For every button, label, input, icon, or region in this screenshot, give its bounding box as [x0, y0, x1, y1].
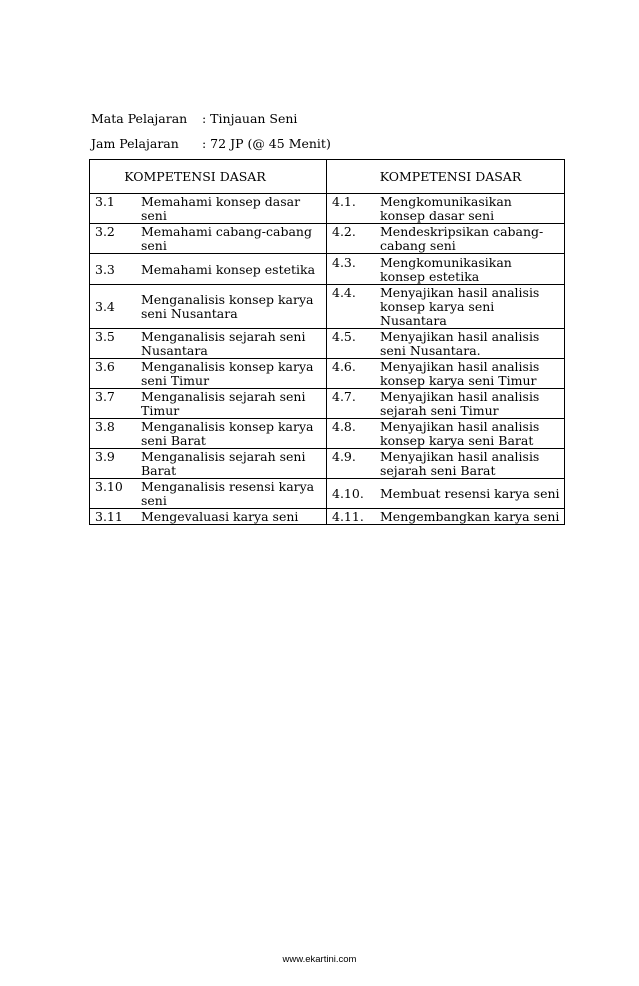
kd3-number: 3.8 [95, 419, 115, 434]
kd4-text: Mengkomunikasikan konsep estetika [380, 254, 512, 284]
kd3-cell [90, 509, 327, 525]
hours-value: : 72 JP (@ 45 Menit) [202, 136, 331, 151]
kd3-number: 3.2 [95, 224, 115, 239]
footer-url: www.ekartini.com [282, 954, 357, 965]
kd4-number: 4.2. [332, 224, 356, 239]
kd3-text: Mengevaluasi karya seni [141, 509, 299, 524]
kd4-cell [327, 285, 565, 329]
kd3-cell [90, 254, 327, 285]
kd3-number: 3.6 [95, 359, 115, 374]
kd4-cell [327, 479, 565, 509]
kd4-text: Membuat resensi karya seni [380, 486, 560, 501]
kd3-text: Menganalisis konsep karya seni Nusantara [141, 292, 314, 321]
table-row [90, 389, 565, 419]
kd4-number: 4.10. [332, 486, 364, 501]
table-header-row [90, 160, 565, 194]
kd4-text: Mengkomunikasikan konsep dasar seni [380, 194, 512, 223]
kd3-cell [90, 194, 327, 224]
kd3-cell [90, 419, 327, 449]
kd3-text: Memahami cabang-cabang seni [141, 224, 312, 253]
kd3-number: 3.9 [95, 449, 115, 464]
kd4-text: Menyajikan hasil analisis konsep karya seni Timur [380, 359, 540, 388]
subject-value: : Tinjauan Seni [202, 111, 298, 126]
kd4-number: 4.6. [332, 359, 356, 374]
kd3-cell [90, 479, 327, 509]
competency-table [89, 159, 565, 525]
kd4-number: 4.11. [332, 509, 364, 524]
kd3-cell [90, 389, 327, 419]
kd3-cell [90, 359, 327, 389]
kd4-cell [327, 194, 565, 224]
kd3-cell [90, 449, 327, 479]
kd3-cell [90, 285, 327, 329]
kd3-text: Menganalisis konsep karya seni Timur [141, 359, 314, 388]
kd3-cell [90, 224, 327, 254]
table-row [90, 285, 565, 329]
table-row [90, 359, 565, 389]
kd3-number: 3.4 [95, 299, 115, 314]
kd4-number: 4.1. [332, 194, 356, 209]
table-row [90, 194, 565, 224]
kd4-number: 4.8. [332, 419, 356, 434]
kd3-number: 3.11 [95, 509, 123, 524]
table-row [90, 449, 565, 479]
kd3-text: Menganalisis resensi karya seni [141, 479, 315, 508]
header-right: KOMPETENSI DASAR [327, 160, 565, 194]
kd4-cell [327, 389, 565, 419]
kd3-text: Menganalisis sejarah seni Nusantara [141, 329, 306, 358]
kd3-number: 3.5 [95, 329, 115, 344]
kd3-number: 3.10 [95, 479, 123, 494]
kd4-cell [327, 224, 565, 254]
kd4-text: Menyajikan hasil analisis sejarah seni Barat [380, 449, 540, 478]
kd3-text: Memahami konsep dasar seni [141, 194, 301, 223]
kd4-number: 4.7. [332, 389, 356, 404]
table-row [90, 329, 565, 359]
kd3-number: 3.7 [95, 389, 115, 404]
kd4-text: Mendeskripsikan cabang-cabang seni [380, 224, 544, 253]
table-row [90, 254, 565, 285]
kd4-text: Mengembangkan karya seni [380, 509, 560, 524]
kd4-text: Menyajikan hasil analisis seni Nusantara. [380, 329, 540, 358]
kd4-cell [327, 329, 565, 359]
hours-label: Jam Pelajaran [91, 136, 179, 151]
kd4-number: 4.5. [332, 329, 356, 344]
hours-line [91, 136, 331, 151]
kd4-text: Menyajikan hasil analisis konsep karya seni Nusantara [380, 285, 540, 328]
kd4-number: 4.4. [332, 285, 356, 300]
kd4-cell [327, 509, 565, 525]
kd3-cell [90, 329, 327, 359]
kd3-text: Menganalisis sejarah seni Barat [141, 449, 306, 478]
table-row [90, 509, 565, 525]
kd4-cell [327, 359, 565, 389]
kd3-text: Menganalisis sejarah seni Timur [141, 389, 306, 418]
subject-label: Mata Pelajaran [91, 111, 188, 126]
subject-line [91, 111, 297, 126]
kd3-text: Memahami konsep estetika [141, 261, 316, 277]
kd3-number: 3.3 [95, 261, 115, 277]
kd3-text: Menganalisis konsep karya seni Barat [141, 419, 314, 448]
table-row [90, 419, 565, 449]
kd4-number: 4.3. [332, 254, 356, 270]
kd4-cell [327, 254, 565, 285]
kd3-number: 3.1 [95, 194, 115, 209]
kd4-cell [327, 419, 565, 449]
kd4-text: Menyajikan hasil analisis sejarah seni Timur [380, 389, 540, 418]
kd4-text: Menyajikan hasil analisis konsep karya seni Barat [380, 419, 540, 448]
kd4-cell [327, 449, 565, 479]
header-left: KOMPETENSI DASAR [90, 160, 327, 194]
table-row [90, 479, 565, 509]
kd4-number: 4.9. [332, 449, 356, 464]
table-row [90, 224, 565, 254]
